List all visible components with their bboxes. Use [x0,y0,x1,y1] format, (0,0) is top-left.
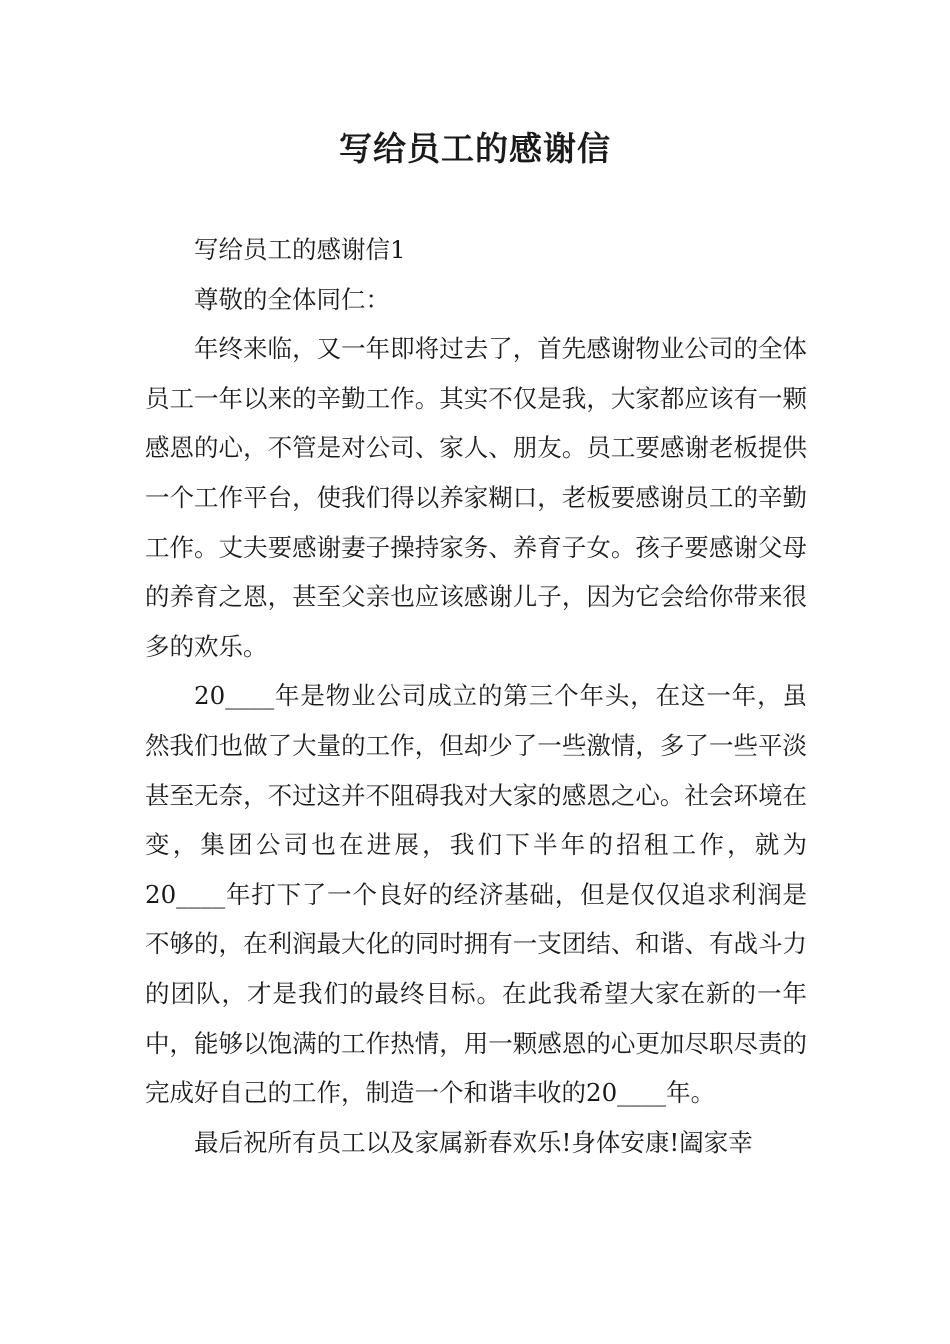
document-title: 写给员工的感谢信 [339,129,611,168]
paragraph-heading: 写给员工的感谢信1 [194,235,406,264]
paragraph-1: 年终来临，又一年即将过去了，首先感谢物业公司的全体员工一年以来的辛勤工作。其实不仅是我，大家都应该有一颗感恩的心，不管是对公司、家人、朋友。员工要感谢老板提供一个工作平台，使我们得以养家糊口，老板要感谢员工的辛勤工作。丈夫要感谢妻子操持家务、养育子女。孩子要感谢父母的养育之恩，甚至父亲也应该感谢儿子，因为它会给你带来很多的欢乐。 [145,334,807,661]
paragraph-closing: 最后祝所有员工以及家属新春欢乐!身体安康!阖家幸 [194,1127,753,1157]
paragraph-2: 20____年是物业公司成立的第三个年头，在这一年，虽然我们也做了大量的工作，但却少了一些激情，多了一些平淡甚至无奈，不过这并不阻碍我对大家的感恩之心。社会环境在变，集团公司也在进展，我们下半年的招租工作，就为20____年打下了一个良好的经济基础，但是仅仅追求利润是不够的，在利润最大化的同时拥有一支团结、和谐、有战斗力的团队，才是我们的最终目标。在此我希望大家在新的一年中，能够以饱满的工作热情，用一颗感恩的心更加尽职尽责的完成好自己的工作，制造一个和谐丰收的20____年。 [145,681,807,1108]
document-body [145,225,807,1167]
paragraph-salutation: 尊敬的全体同仁： [194,284,390,314]
